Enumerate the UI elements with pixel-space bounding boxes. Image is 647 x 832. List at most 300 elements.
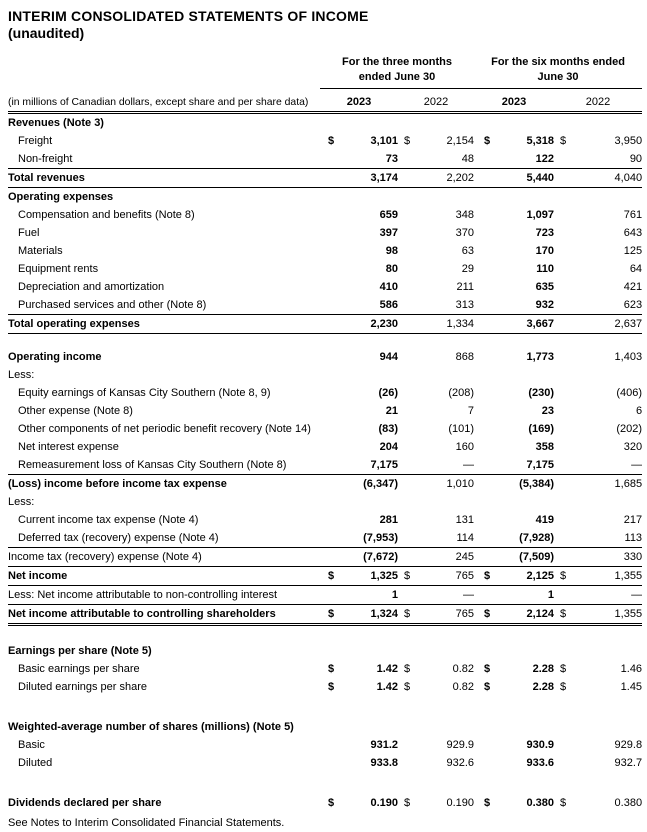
dollar-sign xyxy=(320,456,336,475)
table-row xyxy=(8,132,642,150)
row-label: Materials xyxy=(18,245,63,257)
table-row xyxy=(8,296,642,315)
dollar-sign: $ xyxy=(560,663,567,675)
table-row xyxy=(8,278,642,296)
cell-value: 330 xyxy=(566,548,642,567)
cell-value xyxy=(336,188,398,207)
row-label: Revenues (Note 3) xyxy=(8,117,104,129)
cell-value: 933.6 xyxy=(526,757,555,769)
cell-value xyxy=(566,366,642,384)
dollar-sign: $ xyxy=(560,135,567,147)
dollar-sign xyxy=(554,150,566,169)
dollar-sign xyxy=(320,224,336,242)
cell-value: 929.8 xyxy=(614,739,643,751)
table-row xyxy=(8,188,642,207)
cell-value: (230) xyxy=(528,387,555,399)
dollar-sign xyxy=(474,642,494,660)
cell-value: 113 xyxy=(566,529,642,548)
cell-value xyxy=(410,718,474,736)
dollar-sign: $ xyxy=(404,797,410,809)
cell-value: 1,355 xyxy=(566,567,642,586)
dollar-sign xyxy=(474,456,494,475)
spacer-row xyxy=(8,625,642,643)
page-subtitle: (unaudited) xyxy=(8,25,85,41)
cell-value: 348 xyxy=(455,209,475,221)
dollar-sign xyxy=(554,315,566,334)
dollar-sign xyxy=(474,113,494,133)
three-months-header xyxy=(320,55,474,89)
table-row xyxy=(8,438,642,456)
cell-value: (7,928) xyxy=(494,529,554,548)
row-label: Less: Net income attributable to non-controlling interest xyxy=(8,586,320,605)
six-months-header xyxy=(474,55,642,89)
cell-value: 131 xyxy=(455,514,475,526)
dollar-sign: $ xyxy=(320,567,336,586)
cell-value: 643 xyxy=(623,227,643,239)
cell-value: 2.28 xyxy=(532,681,555,693)
row-label: Earnings per share (Note 5) xyxy=(8,645,152,657)
row-label: Weighted-average number of shares (millions) (Note 5) xyxy=(8,721,294,733)
dollar-sign xyxy=(398,736,410,754)
cell-value: 586 xyxy=(336,296,398,315)
table-row xyxy=(8,718,642,736)
dollar-sign xyxy=(398,718,410,736)
cell-value xyxy=(410,188,474,207)
dollar-sign xyxy=(554,206,566,224)
dollar-sign xyxy=(474,420,494,438)
dollar-sign xyxy=(398,529,410,548)
cell-value xyxy=(336,366,398,384)
cell-value: 635 xyxy=(535,281,555,293)
cell-value: 1,355 xyxy=(566,605,642,625)
cell-value: (26) xyxy=(378,387,398,399)
dollar-sign xyxy=(398,260,410,278)
row-label: Basic earnings per share xyxy=(18,663,140,675)
cell-value: 410 xyxy=(379,281,398,293)
cell-value: (406) xyxy=(616,387,643,399)
table-row xyxy=(8,586,642,605)
cell-value: 932.7 xyxy=(614,757,643,769)
dollar-sign xyxy=(554,384,566,402)
cell-value xyxy=(410,366,474,384)
dollar-sign xyxy=(320,348,336,366)
dollar-sign xyxy=(398,642,410,660)
cell-value: 933.8 xyxy=(370,757,398,769)
cell-value: 3,174 xyxy=(336,169,398,188)
dollar-sign: $ xyxy=(474,567,494,586)
dollar-sign xyxy=(398,586,410,605)
dollar-sign xyxy=(398,511,410,529)
dollar-sign xyxy=(398,475,410,494)
dollar-sign xyxy=(554,456,566,475)
table-row xyxy=(8,660,642,678)
cell-value: (7,509) xyxy=(494,548,554,567)
year-header-row xyxy=(8,89,642,113)
year-header-2022-h: 2022 xyxy=(554,89,642,113)
cell-value xyxy=(336,642,398,660)
cell-value: 1,010 xyxy=(446,478,475,490)
dollar-sign xyxy=(320,736,336,754)
dollar-sign: $ xyxy=(484,681,491,693)
table-row xyxy=(8,529,642,548)
dollar-sign xyxy=(398,188,410,207)
cell-value: 1,403 xyxy=(614,351,643,363)
table-row xyxy=(8,736,642,754)
dollar-sign xyxy=(554,188,566,207)
dollar-sign xyxy=(474,511,494,529)
dollar-sign xyxy=(474,736,494,754)
cell-value: 1,685 xyxy=(614,478,643,490)
table-row xyxy=(8,260,642,278)
cell-value: 73 xyxy=(336,150,398,169)
dollar-sign: $ xyxy=(474,605,494,625)
row-label: Dividends declared per share xyxy=(8,797,162,809)
dollar-sign xyxy=(474,493,494,511)
cell-value: 160 xyxy=(455,441,475,453)
cell-value: (101) xyxy=(448,423,475,435)
three-months-header-line2: ended June 30 xyxy=(358,71,436,83)
cell-value: 1 xyxy=(494,586,554,605)
dollar-sign xyxy=(554,736,566,754)
row-label: Other expense (Note 8) xyxy=(18,405,133,417)
cell-value: 2,124 xyxy=(494,605,554,625)
cell-value: 110 xyxy=(536,263,555,275)
row-label: Total revenues xyxy=(8,169,320,188)
dollar-sign xyxy=(320,278,336,296)
dollar-sign: $ xyxy=(328,797,335,809)
dollar-sign xyxy=(398,278,410,296)
cell-value: 1.42 xyxy=(376,681,398,693)
cell-value: (208) xyxy=(448,387,475,399)
cell-value: 98 xyxy=(385,245,398,257)
cell-value xyxy=(494,642,554,660)
spacer-row xyxy=(8,772,642,794)
dollar-sign xyxy=(320,188,336,207)
row-label: Current income tax expense (Note 4) xyxy=(18,514,199,526)
dollar-sign xyxy=(398,206,410,224)
table-row xyxy=(8,605,642,625)
dollar-sign xyxy=(398,548,410,567)
cell-value: 1,334 xyxy=(410,315,474,334)
table-row xyxy=(8,420,642,438)
dollar-sign xyxy=(554,296,566,315)
cell-value: — xyxy=(410,586,474,605)
dollar-sign xyxy=(398,242,410,260)
header-spacer xyxy=(8,55,320,89)
dollar-sign xyxy=(554,366,566,384)
footnote: See Notes to Interim Consolidated Financial Statements. xyxy=(8,817,285,829)
income-statement-table xyxy=(8,55,642,812)
three-months-header-line1: For the three months xyxy=(342,56,453,68)
table-row xyxy=(8,794,642,812)
cell-value: 659 xyxy=(379,209,398,221)
cell-value: 0.380 xyxy=(614,797,643,809)
row-label: Net interest expense xyxy=(18,441,119,453)
cell-value: 7,175 xyxy=(336,456,398,475)
table-row xyxy=(8,348,642,366)
cell-value: 3,101 xyxy=(370,135,398,147)
dollar-sign xyxy=(474,529,494,548)
dollar-sign xyxy=(554,438,566,456)
dollar-sign xyxy=(320,260,336,278)
cell-value: 64 xyxy=(629,263,643,275)
cell-value xyxy=(336,718,398,736)
cell-value: 761 xyxy=(623,209,643,221)
dollar-sign: $ xyxy=(484,797,491,809)
six-months-header-line1: For the six months ended xyxy=(491,56,625,68)
dollar-sign xyxy=(474,150,494,169)
row-label: Net income attributable to controlling shareholders xyxy=(8,605,320,625)
dollar-sign xyxy=(320,548,336,567)
row-label: Operating income xyxy=(8,351,102,363)
dollar-sign xyxy=(474,169,494,188)
dollar-sign xyxy=(474,366,494,384)
row-label: Equity earnings of Kansas City Southern (Note 8, 9) xyxy=(18,387,271,399)
dollar-sign xyxy=(554,493,566,511)
cell-value: 320 xyxy=(623,441,643,453)
table-row xyxy=(8,511,642,529)
row-label: Less: xyxy=(8,496,35,508)
year-header-2023-q: 2023 xyxy=(320,89,398,113)
table-row xyxy=(8,113,642,133)
cell-value: 29 xyxy=(461,263,475,275)
cell-value: 358 xyxy=(535,441,555,453)
row-label: Purchased services and other (Note 8) xyxy=(8,296,320,315)
dollar-sign xyxy=(320,529,336,548)
cell-value: (202) xyxy=(616,423,643,435)
dollar-sign: $ xyxy=(404,135,410,147)
cell-value: — xyxy=(566,456,642,475)
dollar-sign: $ xyxy=(328,663,335,675)
row-label: Operating expenses xyxy=(8,191,114,203)
dollar-sign xyxy=(320,296,336,315)
cell-value: 204 xyxy=(379,441,398,453)
table-row xyxy=(8,366,642,384)
row-label: Less: xyxy=(8,369,35,381)
cell-value: 0.190 xyxy=(370,797,398,809)
dollar-sign xyxy=(398,438,410,456)
cell-value xyxy=(494,113,554,133)
cell-value: 623 xyxy=(566,296,642,315)
cell-value: 63 xyxy=(461,245,475,257)
cell-value: 2,125 xyxy=(494,567,554,586)
cell-value: 6 xyxy=(635,405,643,417)
dollar-sign xyxy=(554,278,566,296)
table-row xyxy=(8,567,642,586)
table-row xyxy=(8,642,642,660)
cell-value: (6,347) xyxy=(363,478,398,490)
cell-value: 765 xyxy=(410,567,474,586)
table-row xyxy=(8,315,642,334)
table-row xyxy=(8,678,642,696)
year-header-2023-h: 2023 xyxy=(474,89,554,113)
cell-value: 0.190 xyxy=(446,797,475,809)
dollar-sign: $ xyxy=(320,605,336,625)
dollar-sign xyxy=(320,402,336,420)
row-label: Non-freight xyxy=(8,150,320,169)
dollar-sign: $ xyxy=(398,605,410,625)
cell-value: 2.28 xyxy=(532,663,555,675)
cell-value: (83) xyxy=(378,423,398,435)
cell-value: 5,318 xyxy=(526,135,555,147)
row-label: Net income xyxy=(8,567,320,586)
dollar-sign xyxy=(474,315,494,334)
table-row xyxy=(8,754,642,772)
cell-value: 3,950 xyxy=(614,135,643,147)
table-row xyxy=(8,224,642,242)
dollar-sign xyxy=(474,242,494,260)
cell-value: 930.9 xyxy=(526,739,555,751)
cell-value: (7,672) xyxy=(336,548,398,567)
spacer-row xyxy=(8,696,642,718)
dollar-sign: $ xyxy=(328,135,335,147)
row-label: Total operating expenses xyxy=(8,315,320,334)
dollar-sign xyxy=(398,315,410,334)
dollar-sign xyxy=(320,642,336,660)
cell-value: 370 xyxy=(455,227,475,239)
cell-value: 1.45 xyxy=(620,681,643,693)
cell-value: 3,667 xyxy=(494,315,554,334)
cell-value: 313 xyxy=(410,296,474,315)
dollar-sign: $ xyxy=(404,681,410,693)
dollar-sign xyxy=(398,420,410,438)
cell-value: 245 xyxy=(410,548,474,567)
cell-value: 90 xyxy=(566,150,642,169)
cell-value: 1.46 xyxy=(620,663,643,675)
row-label: Other components of net periodic benefit recovery (Note 14) xyxy=(18,423,311,435)
cell-value: 2,637 xyxy=(566,315,642,334)
dollar-sign: $ xyxy=(398,567,410,586)
dollar-sign xyxy=(474,402,494,420)
cell-value xyxy=(410,642,474,660)
row-label: Diluted earnings per share xyxy=(18,681,148,693)
dollar-sign: $ xyxy=(560,797,567,809)
table-row xyxy=(8,402,642,420)
dollar-sign xyxy=(474,548,494,567)
cell-value: 0.82 xyxy=(452,681,475,693)
dollar-sign xyxy=(554,348,566,366)
dollar-sign xyxy=(554,754,566,772)
cell-value: 114 xyxy=(410,529,474,548)
cell-value: 7,175 xyxy=(494,456,554,475)
cell-value xyxy=(566,113,642,133)
dollar-sign xyxy=(398,224,410,242)
dollar-sign xyxy=(474,586,494,605)
row-label: Depreciation and amortization xyxy=(18,281,165,293)
dollar-sign xyxy=(320,475,336,494)
year-header-2022-q: 2022 xyxy=(398,89,474,113)
cell-value: 0.82 xyxy=(452,663,475,675)
table-row xyxy=(8,150,642,169)
dollar-sign xyxy=(398,169,410,188)
cell-value: 932.6 xyxy=(446,757,475,769)
dollar-sign xyxy=(398,366,410,384)
cell-value xyxy=(566,642,642,660)
cell-value: 23 xyxy=(541,405,555,417)
spacer-cell xyxy=(8,334,642,349)
dollar-sign xyxy=(554,718,566,736)
dollar-sign xyxy=(320,754,336,772)
dollar-sign xyxy=(474,754,494,772)
dollar-sign xyxy=(320,493,336,511)
cell-value: 2,202 xyxy=(410,169,474,188)
cell-value: 2,230 xyxy=(336,315,398,334)
spacer-cell xyxy=(8,772,642,794)
cell-value: 932 xyxy=(494,296,554,315)
dollar-sign xyxy=(474,296,494,315)
table-row xyxy=(8,456,642,475)
cell-value: 397 xyxy=(379,227,398,239)
dollar-sign xyxy=(320,169,336,188)
cell-value: 281 xyxy=(379,514,398,526)
dollar-sign xyxy=(474,188,494,207)
cell-value: (5,384) xyxy=(519,478,555,490)
cell-value: 80 xyxy=(385,263,398,275)
dollar-sign xyxy=(320,113,336,133)
dollar-sign xyxy=(554,548,566,567)
row-label: Remeasurement loss of Kansas City Southern (Note 8) xyxy=(8,456,320,475)
dollar-sign xyxy=(398,754,410,772)
row-label: Equipment rents xyxy=(18,263,99,275)
page-title: INTERIM CONSOLIDATED STATEMENTS OF INCOME xyxy=(8,8,369,24)
row-label: Deferred tax (recovery) expense (Note 4) xyxy=(8,529,320,548)
dollar-sign xyxy=(474,206,494,224)
dollar-sign xyxy=(554,529,566,548)
cell-value xyxy=(494,366,554,384)
dollar-sign xyxy=(320,511,336,529)
dollar-sign: $ xyxy=(404,663,410,675)
units-caption: (in millions of Canadian dollars, except share and per share data) xyxy=(8,89,320,113)
dollar-sign xyxy=(320,206,336,224)
cell-value: 421 xyxy=(623,281,643,293)
cell-value: 419 xyxy=(535,514,555,526)
cell-value: 7 xyxy=(467,405,475,417)
dollar-sign xyxy=(554,420,566,438)
cell-value: 944 xyxy=(379,351,398,363)
cell-value: 868 xyxy=(455,351,475,363)
table-row xyxy=(8,242,642,260)
cell-value: 170 xyxy=(535,245,555,257)
dollar-sign xyxy=(320,718,336,736)
cell-value xyxy=(410,493,474,511)
cell-value: — xyxy=(410,456,474,475)
cell-value: 931.2 xyxy=(370,739,398,751)
dollar-sign xyxy=(398,493,410,511)
cell-value: 0.380 xyxy=(526,797,555,809)
cell-value xyxy=(410,113,474,133)
cell-value: 125 xyxy=(623,245,643,257)
six-months-header-line2: June 30 xyxy=(537,71,579,83)
cell-value xyxy=(566,188,642,207)
cell-value: 1,324 xyxy=(336,605,398,625)
cell-value xyxy=(566,718,642,736)
period-group-header-row xyxy=(8,55,642,89)
dollar-sign xyxy=(474,384,494,402)
spacer-cell xyxy=(8,625,642,643)
table-row xyxy=(8,169,642,188)
cell-value xyxy=(336,113,398,133)
dollar-sign xyxy=(320,150,336,169)
cell-value: — xyxy=(566,586,642,605)
dollar-sign: $ xyxy=(484,663,491,675)
dollar-sign: $ xyxy=(560,681,567,693)
cell-value: 4,040 xyxy=(566,169,642,188)
dollar-sign xyxy=(554,511,566,529)
cell-value: 2,154 xyxy=(446,135,475,147)
row-label: Income tax (recovery) expense (Note 4) xyxy=(8,548,320,567)
table-row xyxy=(8,475,642,494)
dollar-sign xyxy=(398,456,410,475)
